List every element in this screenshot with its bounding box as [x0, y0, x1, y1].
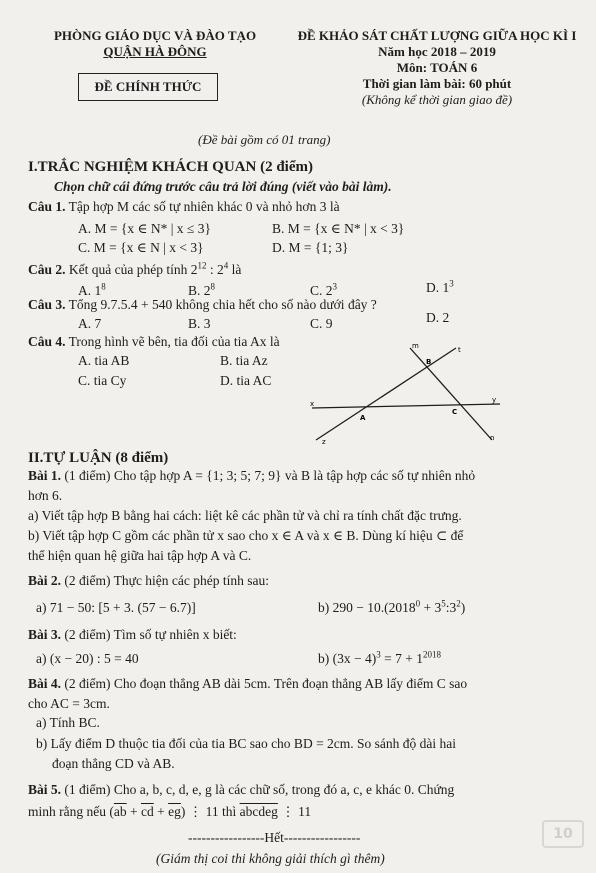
q1-option-d: D. M = {1; 3} — [272, 240, 349, 255]
label-b: B — [426, 358, 432, 366]
exercise-1b: b) Viết tập hợp C gồm các phần tử x sao cho x ∈ A và x ∈ B. Dùng kí hiệu ⊂ để — [28, 528, 464, 543]
question-4: Câu 4. Trong hình vẽ bên, tia đối của tia Ax là — [28, 334, 280, 349]
exercise-5-line2: minh rằng nếu $(\overline{ab} + \overline{cd} + \overline{eg})$ ⋮ 11 thì abcdeg ⋮ 11 — [28, 804, 312, 819]
subject: Môn: TOÁN 6 — [396, 60, 478, 75]
time-note: (Không kể thời gian giao đề) — [361, 92, 513, 107]
exam-title: ĐỀ KHẢO SÁT CHẤT LƯỢNG GIỮA HỌC KÌ I — [297, 28, 577, 43]
line-zt — [316, 348, 456, 440]
school-header — [30, 28, 280, 60]
q3-option-b: B. 3 — [188, 316, 211, 331]
exercise-3a: a) (x − 20) : 5 = 40 — [36, 651, 139, 666]
exercise-4-line2: cho AC = 3cm. — [28, 696, 110, 711]
line-mn — [410, 348, 495, 442]
exercise-1a: a) Viết tập hợp B bằng hai cách: liệt kê các phần tử và chỉ ra tính chất đặc trưng. — [28, 508, 462, 523]
label-a: A — [360, 414, 366, 422]
exam-header — [287, 28, 587, 108]
q2-option-c: C. $2^3$ — [310, 281, 338, 298]
question-2: Câu 2. Kết quả của phép tính $2^{12}$ : $2^4$ là — [28, 260, 242, 277]
time-limit: Thời gian làm bài: 60 phút — [362, 76, 512, 91]
footer-note: (Giám thị coi thi không giải thích gì thêm) — [156, 851, 385, 866]
q4-option-b: B. tia Az — [220, 353, 268, 368]
exercise-4b-line2: đoạn thẳng CD và AB. — [52, 756, 175, 771]
end-marker: -----------------Hết----------------- — [188, 830, 361, 845]
exercise-4a: a) Tính BC. — [36, 715, 100, 730]
q4-option-d: D. tia AC — [220, 373, 272, 388]
official-badge: ĐỀ CHÍNH THỨC — [78, 73, 218, 101]
q3-option-a: A. 7 — [78, 316, 102, 331]
label-m: m — [412, 342, 419, 350]
exercise-2b: b) $290 - 10.(2018^0$ + $3^5:3^2$) — [318, 598, 466, 615]
q2-option-b: B. $2^8$ — [188, 281, 216, 298]
q2-option-a: A. $1^8$ — [78, 281, 106, 298]
question-3: Câu 3. Tổng 9.7.5.4 + 540 không chia hết cho số nào dưới đây ? — [28, 297, 377, 312]
pages-note: (Đề bài gồm có 01 trang) — [198, 132, 331, 147]
watermark-icon: 10 — [542, 820, 584, 848]
label-n: n — [490, 434, 495, 442]
exercise-5: Bài 5. (1 điểm) Cho a, b, c, d, e, g là các chữ số, trong đó a, c, e khác 0. Chứng — [28, 782, 455, 797]
exercise-2: Bài 2. (2 điểm) Thực hiện các phép tính sau: — [28, 573, 270, 588]
part2-title: II.TỰ LUẬN (8 điểm) — [28, 450, 169, 466]
exercise-1: Bài 1. (1 điểm) Cho tập hợp A = {1; 3; 5; 7; 9} và B là tập hợp các số tự nhiên nhỏ — [28, 468, 476, 483]
q2-option-d: D. $1^3$ — [426, 278, 454, 295]
line-xy — [312, 404, 500, 408]
label-t: t — [458, 346, 461, 354]
q3-option-c: C. 9 — [310, 316, 333, 331]
exercise-3: Bài 3. (2 điểm) Tìm số tự nhiên x biết: — [28, 627, 237, 642]
department-name: PHÒNG GIÁO DỤC VÀ ĐÀO TẠO — [53, 28, 257, 43]
q4-option-a: A. tia AB — [78, 353, 130, 368]
part1-title: I.TRẮC NGHIỆM KHÁCH QUAN (2 điểm) — [28, 159, 313, 175]
q4-option-c: C. tia Cy — [78, 373, 127, 388]
label-y: y — [492, 396, 497, 404]
exercise-1-line2: hơn 6. — [28, 488, 63, 503]
label-z: z — [322, 438, 326, 446]
q1-option-a: A. M = {x ∈ N* | x ≤ 3} — [78, 221, 211, 236]
q3-option-d: D. 2 — [426, 310, 450, 325]
label-c: C — [452, 408, 458, 416]
label-x: x — [310, 400, 315, 408]
exercise-1b-line2: thể hiện quan hệ giữa hai tập hợp A và C. — [28, 548, 252, 563]
school-year: Năm học 2018 – 2019 — [378, 44, 496, 59]
question-1: Câu 1. Tập hợp M các số tự nhiên khác 0 và nhỏ hơn 3 là — [28, 199, 340, 214]
q1-option-b: B. M = {x ∈ N* | x < 3} — [272, 221, 405, 236]
exercise-2a: a) 71 − 50: [5 + 3. (57 − 6.7)] — [36, 600, 196, 615]
geometry-figure — [306, 340, 518, 448]
exercise-4b: b) Lấy điểm D thuộc tia đối của tia BC sao cho BD = 2cm. So sánh độ dài hai — [36, 736, 457, 751]
part1-instruction: Chọn chữ cái đứng trước câu trả lời đúng (viết vào bài làm). — [54, 179, 392, 194]
district-name: QUẬN HÀ ĐÔNG — [103, 44, 207, 59]
exercise-3b: b) $(3x - 4)^3 = 7 + 1^{2018}$ — [318, 649, 441, 666]
q1-option-c: C. M = {x ∈ N | x < 3} — [78, 240, 204, 255]
exercise-4: Bài 4. (2 điểm) Cho đoạn thẳng AB dài 5cm. Trên đoạn thẳng AB lấy điểm C sao — [28, 676, 468, 691]
